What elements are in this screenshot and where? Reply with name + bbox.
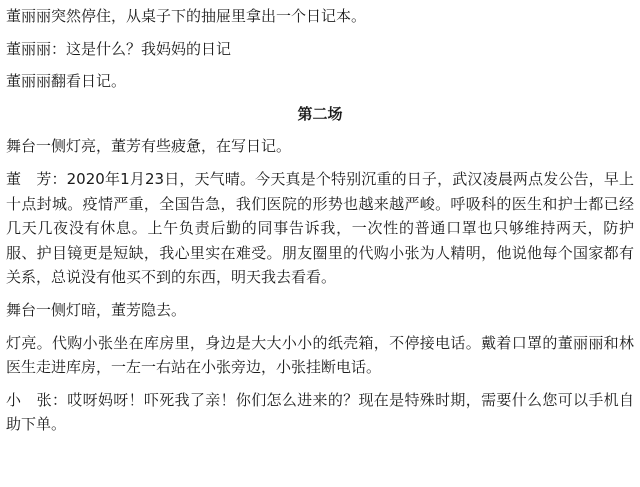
- paragraph-xiaozhang-line: 小 张：哎呀妈呀！吓死我了亲！你们怎么进来的？现在是特殊时期，需要什么您可以手机自助下单。: [6, 390, 634, 434]
- scene-title: 第二场: [297, 104, 343, 123]
- paragraph-stage-light-off: 舞台一侧灯暗，董芳隐去。: [6, 300, 187, 319]
- paragraph-warehouse-scene: 灯亮。代购小张坐在库房里，身边是大大小小的纸壳箱，不停接电话。戴着口罩的董丽丽和林医生走进库房，一左一右站在小张旁边，小张挂断电话。: [6, 333, 634, 377]
- paragraph-dongfang-diary: 董 芳：2020年1月23日，天气晴。今天真是个特别沉重的日子，武汉凌晨两点发公告，早上十点封城。疫情严重，全国告急，我们医院的形势也越来越严峻。呼吸科的医生和护士都已经几天几夜没有休息。上午负责后勤的同事告诉我，一次性的普通口罩也只够维持两天，防护服、护目镜更是短缺，我心里实在难受。朋友圈里的代购小张为人精明，他说他每个国家都有关系，总说没有他买不到的东西，明天我去看看。: [6, 169, 634, 287]
- paragraph-diary-found: 董丽丽突然停住，从桌子下的抽屉里拿出一个日记本。: [6, 7, 367, 25]
- paragraph-dongliili-question: 董丽丽：这是什么？我妈妈的日记: [6, 39, 232, 58]
- paragraph-stage-light-on: 舞台一侧灯亮，董芳有些疲惫，在写日记。: [6, 137, 292, 156]
- paragraph-reads-diary: 董丽丽翻看日记。: [6, 72, 127, 91]
